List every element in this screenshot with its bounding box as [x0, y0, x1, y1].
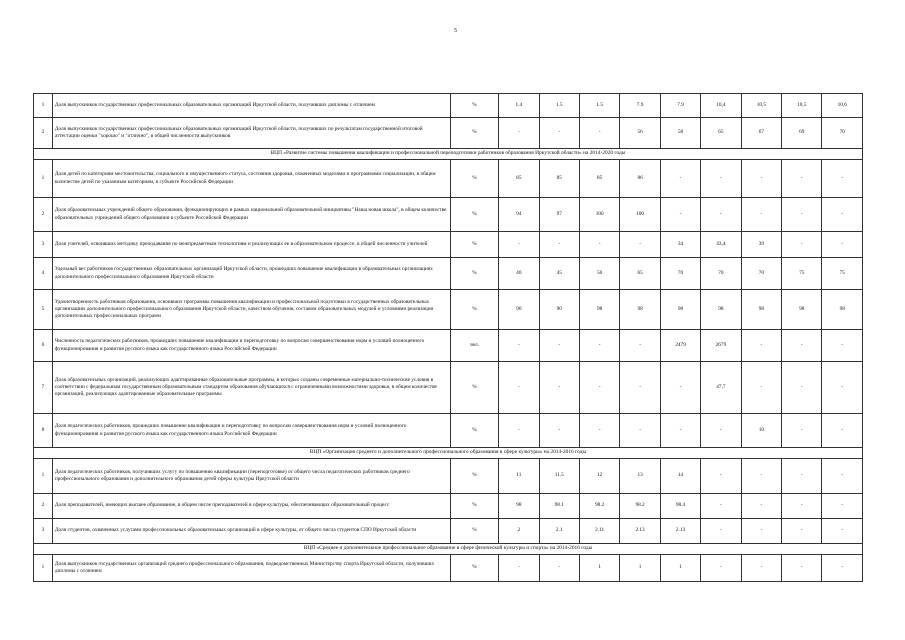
unit-cell: % [450, 198, 498, 232]
value-cell: - [782, 494, 822, 519]
indicator-description: Доля педагогических работников, прошедших повышение квалификации и переподготовку по вопросам совершенствования норм и условий полноценного функционирования и развития русского языка как государственного языка Российской Федерации [52, 414, 450, 448]
unit-cell: % [450, 459, 498, 494]
value-cell: 2 [499, 519, 539, 544]
indicators-table [33, 93, 863, 582]
row-number: 8 [34, 414, 53, 448]
value-cell: 2.11 [579, 519, 619, 544]
value-cell: 98 [499, 494, 539, 519]
value-cell: - [741, 555, 781, 582]
value-cell: - [701, 519, 741, 544]
value-cell: - [782, 519, 822, 544]
value-cell: 14 [660, 459, 700, 494]
value-cell: - [660, 362, 700, 414]
value-cell: - [782, 198, 822, 232]
value-cell: 11 [499, 459, 539, 494]
value-cell: - [701, 160, 741, 198]
value-cell: - [620, 330, 660, 362]
indicator-description: Доля преподавателей, имеющих высшее образование, в общем числе преподавателей в сфере культуры, обеспечивающих образовательный процесс [52, 494, 450, 519]
value-cell: - [822, 414, 863, 448]
indicator-description: Удельный вес работников государственных образовательных организаций Иркутской области, прошедших повышение квалификации в образовательных организациях дополнительного профессионального образования Иркутской области [52, 258, 450, 290]
value-cell: 10,5 [741, 94, 781, 118]
indicator-description: Численность педагогических работников, прошедших повышение квалификации и переподготовку по вопросам совершенствования норм и условий полноценного функционирования и развития русского языка как государственного языка Российской Федерации [52, 330, 450, 362]
row-number: 2 [34, 494, 53, 519]
value-cell: - [499, 414, 539, 448]
value-cell: 10,5 [782, 94, 822, 118]
unit-cell: % [450, 290, 498, 330]
value-cell: 1.5 [539, 94, 579, 118]
unit-cell: % [450, 494, 498, 519]
indicator-description: Доля студентов, охваченных услугами профессиональных образовательных организаций в сфере культуры, от общего числа студентов СПО Иркутской области [52, 519, 450, 544]
value-cell: 10 [741, 414, 781, 448]
value-cell: 1 [579, 555, 619, 582]
value-cell: 2479 [660, 330, 700, 362]
value-cell: - [660, 198, 700, 232]
value-cell: - [499, 330, 539, 362]
value-cell: 98 [741, 290, 781, 330]
value-cell: 65 [701, 118, 741, 149]
value-cell: 90 [499, 290, 539, 330]
page-number: 5 [454, 28, 457, 34]
value-cell: 86 [620, 160, 660, 198]
row-number: 1 [34, 555, 53, 582]
value-cell: - [822, 494, 863, 519]
value-cell: - [620, 362, 660, 414]
value-cell: 10,4 [701, 94, 741, 118]
table-row [34, 290, 863, 330]
value-cell: 47,7 [701, 362, 741, 414]
value-cell: - [701, 459, 741, 494]
value-cell: - [741, 160, 781, 198]
value-cell: 50 [579, 258, 619, 290]
value-cell: 39 [741, 232, 781, 258]
value-cell: 40 [499, 258, 539, 290]
indicator-description: Доля выпускников государственных профессиональных образовательных организаций Иркутской области, получивших по результатам государственной итоговой аттестации оценки "хорошо" и "отлично", в общей численности выпускников [52, 118, 450, 149]
value-cell: 98.4 [660, 494, 700, 519]
value-cell: - [579, 118, 619, 149]
value-cell: - [701, 494, 741, 519]
value-cell: - [579, 232, 619, 258]
unit-cell: % [450, 362, 498, 414]
table-row [34, 198, 863, 232]
value-cell: 56 [620, 118, 660, 149]
value-cell: 1 [620, 555, 660, 582]
row-number: 3 [34, 232, 53, 258]
row-number: 1 [34, 160, 53, 198]
value-cell: - [701, 555, 741, 582]
unit-cell: % [450, 232, 498, 258]
value-cell: 11.5 [539, 459, 579, 494]
table-row [34, 362, 863, 414]
table-row [34, 494, 863, 519]
value-cell: 34 [660, 232, 700, 258]
value-cell: 2.1 [539, 519, 579, 544]
value-cell: - [741, 494, 781, 519]
table-row [34, 232, 863, 258]
value-cell: - [499, 232, 539, 258]
value-cell: 75 [782, 258, 822, 290]
value-cell: 98.2 [620, 494, 660, 519]
table-row [34, 519, 863, 544]
value-cell: 90 [539, 290, 579, 330]
value-cell: - [741, 198, 781, 232]
value-cell: 67 [741, 118, 781, 149]
table-row [34, 94, 863, 118]
value-cell: - [499, 555, 539, 582]
value-cell: - [579, 362, 619, 414]
value-cell: 2.13 [660, 519, 700, 544]
table-row [34, 258, 863, 290]
section-title: ВЦП «Развитие системы повышения квалификации и профессиональной переподготовки работников образования Иркутской области» на 2014-2020 годы [34, 149, 863, 160]
indicator-description: Доля детей по категориям местожительства, социального и имущественного статуса, состояния здоровья, охваченных моделями и программами социализации, в общем количестве детей по указанным категориям, в субъекте Российской Федерации [52, 160, 450, 198]
section-header-row [34, 448, 863, 459]
value-cell: 2.13 [620, 519, 660, 544]
unit-cell: % [450, 555, 498, 582]
value-cell: - [782, 330, 822, 362]
value-cell: 1.4 [499, 94, 539, 118]
value-cell: 98 [620, 290, 660, 330]
value-cell: - [741, 519, 781, 544]
unit-cell: % [450, 258, 498, 290]
row-number: 2 [34, 118, 53, 149]
unit-cell: % [450, 519, 498, 544]
table-row [34, 459, 863, 494]
value-cell: - [782, 362, 822, 414]
row-number: 3 [34, 519, 53, 544]
value-cell: - [822, 232, 863, 258]
value-cell: 98 [579, 290, 619, 330]
value-cell: - [539, 232, 579, 258]
value-cell: 75 [822, 258, 863, 290]
row-number: 2 [34, 198, 53, 232]
value-cell: - [782, 232, 822, 258]
value-cell: - [782, 555, 822, 582]
value-cell: - [539, 555, 579, 582]
value-cell: 70 [660, 258, 700, 290]
value-cell: - [499, 362, 539, 414]
unit-cell: % [450, 160, 498, 198]
value-cell: 43,4 [701, 232, 741, 258]
value-cell: 98 [701, 290, 741, 330]
value-cell: 94 [499, 198, 539, 232]
unit-cell: % [450, 118, 498, 149]
value-cell: 98 [822, 290, 863, 330]
value-cell: - [701, 414, 741, 448]
table-row [34, 414, 863, 448]
value-cell: 2679 [701, 330, 741, 362]
indicator-description: Доля образовательных организаций, реализующих адаптированные образовательные программы, в которых созданы современные материально-технические условия в соответствии с федеральным государственным образовательным стандартом образования обучающихся с ограниченными возможностями здоровья, в общем количестве организаций, реализующих адаптированные образовательные программы [52, 362, 450, 414]
value-cell: 7.9 [620, 94, 660, 118]
value-cell: - [701, 198, 741, 232]
value-cell: - [822, 362, 863, 414]
value-cell: 100 [620, 198, 660, 232]
unit-cell: % [450, 414, 498, 448]
table-row [34, 555, 863, 582]
value-cell: 70 [822, 118, 863, 149]
value-cell: 70 [741, 258, 781, 290]
value-cell: - [822, 459, 863, 494]
value-cell: 1 [660, 555, 700, 582]
section-title: ВЦП «Среднее и дополнительное профессиональное образование в сфере физической культуры и спорта» на 2014-2016 годы [34, 544, 863, 555]
indicator-description: Доля выпускников государственных профессиональных образовательных организаций Иркутской области, получивших дипломы с отличием [52, 94, 450, 118]
value-cell: - [499, 118, 539, 149]
value-cell: - [539, 118, 579, 149]
indicator-description: Доля образовательных учреждений общего образования, функционирующих в рамках национальной образовательной инициативы "Наша новая школа", в общем количестве образовательных учреждений общего образования в субъекте Российской Федерации [52, 198, 450, 232]
value-cell: - [660, 160, 700, 198]
value-cell: 85 [499, 160, 539, 198]
value-cell: 65 [620, 258, 660, 290]
value-cell: - [822, 519, 863, 544]
value-cell: 13 [620, 459, 660, 494]
value-cell: 100 [579, 198, 619, 232]
row-number: 1 [34, 94, 53, 118]
value-cell: 12 [579, 459, 619, 494]
unit-cell: % [450, 94, 498, 118]
table-row [34, 330, 863, 362]
indicator-description: Доля учителей, освоивших методику преподавания по межпредметным технологиям и реализующих ее в образовательном процессе, в общей численности учителей [52, 232, 450, 258]
value-cell: 58 [660, 118, 700, 149]
value-cell: - [741, 459, 781, 494]
row-number: 4 [34, 258, 53, 290]
row-number: 6 [34, 330, 53, 362]
value-cell: - [539, 414, 579, 448]
value-cell: 98.2 [579, 494, 619, 519]
indicator-description: Доля педагогических работников, получивших услугу по повышению квалификации (переподготовке) от общего числа педагогических работников среднего профессионального образования и дополнительного образования детей сферы культуры Иркутской области [52, 459, 450, 494]
value-cell: - [660, 414, 700, 448]
unit-cell: чел. [450, 330, 498, 362]
value-cell: - [579, 330, 619, 362]
section-header-row [34, 544, 863, 555]
value-cell: - [579, 414, 619, 448]
value-cell: - [741, 330, 781, 362]
value-cell: 45 [539, 258, 579, 290]
value-cell: - [782, 459, 822, 494]
value-cell: 69 [782, 118, 822, 149]
value-cell: 7.9 [660, 94, 700, 118]
value-cell: - [539, 330, 579, 362]
value-cell: 1.5 [579, 94, 619, 118]
value-cell: - [539, 362, 579, 414]
value-cell: 10,6 [822, 94, 863, 118]
value-cell: - [620, 232, 660, 258]
value-cell: 70 [701, 258, 741, 290]
value-cell: - [822, 330, 863, 362]
indicator-description: Доля выпускников государственных организаций среднего профессионального образования, подведомственных Министерству спорта Иркутской области, получивших дипломы с отличием [52, 555, 450, 582]
value-cell: - [620, 414, 660, 448]
value-cell: - [741, 362, 781, 414]
table-row [34, 160, 863, 198]
row-number: 7 [34, 362, 53, 414]
section-title: ВЦП «Организация среднего и дополнительного профессионального образования в сфере культуры» на 2014-2016 годы [34, 448, 863, 459]
value-cell: - [822, 555, 863, 582]
row-number: 1 [34, 459, 53, 494]
row-number: 5 [34, 290, 53, 330]
value-cell: 97 [539, 198, 579, 232]
value-cell: - [822, 198, 863, 232]
value-cell: - [782, 414, 822, 448]
value-cell: 98.1 [539, 494, 579, 519]
value-cell: 85 [539, 160, 579, 198]
indicator-description: Удовлетворенность работников образования, освоивших программы повышения квалификации и профессиональной подготовки в государственных образовательных организациях дополнительного профессионального образования Иркутской области, качеством обучения, составом образовательных модулей и условиями реализации дополнительных профессиональных программ [52, 290, 450, 330]
value-cell: - [782, 160, 822, 198]
value-cell: 98 [782, 290, 822, 330]
value-cell: 85 [579, 160, 619, 198]
section-header-row [34, 149, 863, 160]
value-cell: - [822, 160, 863, 198]
value-cell: 98 [660, 290, 700, 330]
table-row [34, 118, 863, 149]
